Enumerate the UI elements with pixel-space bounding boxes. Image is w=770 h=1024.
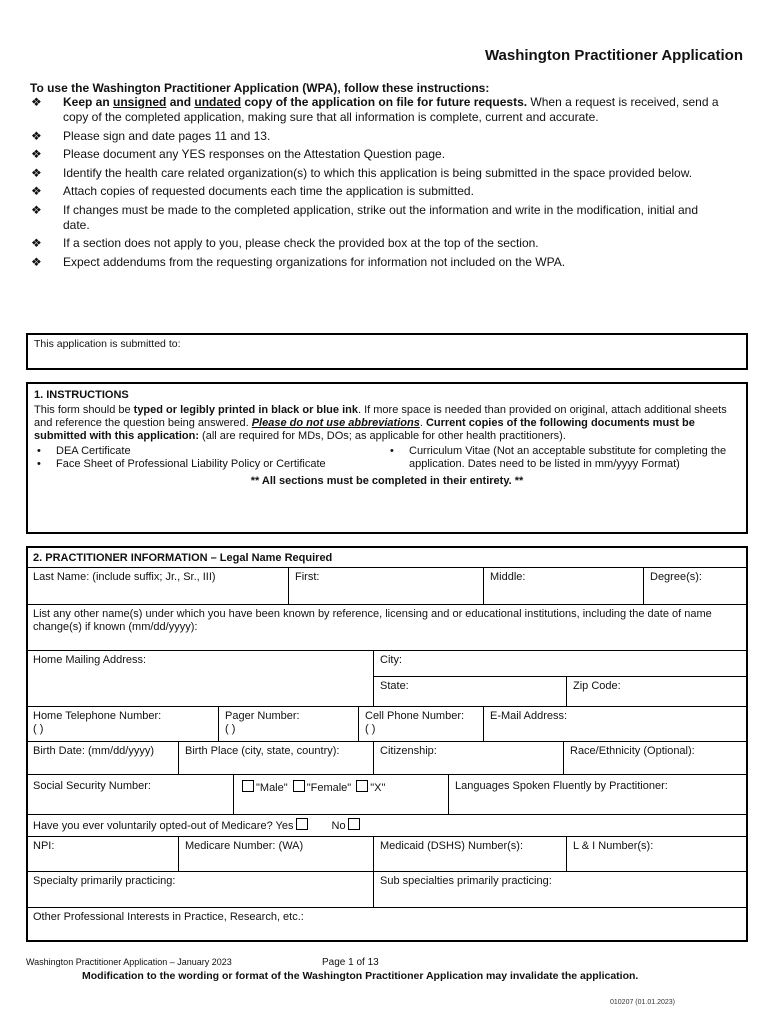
- optout-no-checkbox[interactable]: [348, 818, 360, 830]
- citizenship-field[interactable]: Citizenship:: [380, 745, 437, 757]
- male-checkbox[interactable]: [242, 780, 254, 792]
- practitioner-heading: 2. PRACTITIONER INFORMATION – Legal Name Required: [33, 552, 333, 564]
- home-address-field[interactable]: Home Mailing Address:: [33, 654, 147, 666]
- optout-yes-checkbox[interactable]: [296, 818, 308, 830]
- intro-heading: To use the Washington Practitioner Application (WPA), follow these instructions:: [30, 81, 490, 95]
- submitted-to-field[interactable]: [26, 333, 748, 370]
- diamond-bullet-icon: ❖: [31, 184, 42, 198]
- document-title: Washington Practitioner Application: [484, 47, 743, 64]
- other-interests-field[interactable]: Other Professional Interests in Practice, Research, etc.:: [33, 911, 304, 923]
- city-field[interactable]: City:: [380, 654, 402, 666]
- languages-field[interactable]: Languages Spoken Fluently by Practitioner:: [455, 780, 668, 792]
- instructions-section: [26, 382, 748, 534]
- birth-place-field[interactable]: Birth Place (city, state, country):: [185, 745, 340, 757]
- bullet-item: ❖ Identify the health care related organization(s) to which this application is being submitted in the space provided below.: [31, 165, 693, 180]
- bullet-item: ❖ Please document any YES responses on the Attestation Question page.: [31, 147, 446, 161]
- bullet-item: ❖ Expect addendums from the requesting organizations for information not included on the WPA.: [31, 254, 566, 269]
- last-name-field[interactable]: Last Name: (include suffix; Jr., Sr., III): [33, 571, 216, 583]
- pager-field[interactable]: Pager Number: ( ): [225, 710, 300, 735]
- sub-specialties-field[interactable]: Sub specialties primarily practicing:: [380, 875, 552, 887]
- list-item: • Curriculum Vitae (Not an acceptable substitute for completing the application. Dates need to be listed in mm/yyyy Format): [390, 445, 727, 470]
- diamond-bullet-icon: ❖: [31, 202, 42, 217]
- footer-version: Washington Practitioner Application – January 2023: [26, 957, 232, 967]
- other-names-field[interactable]: List any other name(s) under which you have been known by reference, licensing and or educational institutions, including the date of name change(s) if known (mm/dd/yyyy):: [33, 608, 712, 633]
- medicaid-number-field[interactable]: Medicaid (DSHS) Number(s):: [380, 840, 524, 852]
- instructions-paragraph: This form should be typed or legibly printed in black or blue ink. If more space is needed than provided on original, attach additional sheets and reference the question being answered. Please do not use abbreviations. Current copies of the following documents must be submitted with this application: (all are required for MDs, DOs; as applicable for other health practitioners).: [34, 404, 727, 442]
- footer-note: Modification to the wording or format of the Washington Practitioner Application may invalidate the application.: [82, 970, 639, 982]
- birth-date-field[interactable]: Birth Date: (mm/dd/yyyy): [33, 745, 155, 757]
- list-item: • DEA Certificate: [37, 445, 131, 457]
- bullet-dot-icon: •: [37, 458, 41, 470]
- required-docs-left: [34, 445, 387, 471]
- home-phone-field[interactable]: Home Telephone Number: ( ): [33, 710, 162, 735]
- race-ethnicity-field[interactable]: Race/Ethnicity (Optional):: [570, 745, 695, 757]
- submitted-to-label: This application is submitted to:: [34, 338, 181, 350]
- instruction-bullets: [30, 95, 720, 273]
- diamond-bullet-icon: ❖: [31, 165, 42, 180]
- diamond-bullet-icon: ❖: [31, 254, 42, 269]
- diamond-bullet-icon: ❖: [31, 95, 42, 109]
- bullet-item: ❖ If changes must be made to the completed application, strike out the information and write in the modification, initial and date.: [31, 202, 699, 232]
- required-docs-right: [387, 445, 740, 471]
- bullet-dot-icon: •: [390, 445, 394, 457]
- gender-options: "Male" "Female" "X": [235, 778, 448, 814]
- cell-phone-field[interactable]: Cell Phone Number: ( ): [365, 710, 465, 735]
- bullet-item: ❖ Keep an unsigned and undated copy of the application on file for future requests. When a request is received, send a copy of the completed application, making sure that all information is complete, current and accurate.: [31, 95, 719, 124]
- npi-field[interactable]: NPI:: [33, 840, 55, 852]
- bullet-item: ❖ Attach copies of requested documents each time the application is submitted.: [31, 184, 474, 198]
- female-checkbox[interactable]: [293, 780, 305, 792]
- list-item: • Face Sheet of Professional Liability Policy or Certificate: [37, 458, 326, 470]
- middle-name-field[interactable]: Middle:: [490, 571, 526, 583]
- practitioner-info-section: [26, 546, 748, 942]
- bullet-dot-icon: •: [37, 445, 41, 457]
- first-name-field[interactable]: First:: [295, 571, 320, 583]
- state-field[interactable]: State:: [380, 680, 409, 692]
- x-checkbox[interactable]: [356, 780, 368, 792]
- zip-code-field[interactable]: Zip Code:: [573, 680, 621, 692]
- instructions-heading: 1. INSTRUCTIONS: [34, 389, 129, 401]
- bullet-item: ❖ Please sign and date pages 11 and 13.: [31, 128, 271, 143]
- ssn-field[interactable]: Social Security Number:: [33, 780, 151, 792]
- bullet-item: ❖ If a section does not apply to you, please check the provided box at the top of the section.: [31, 236, 539, 250]
- diamond-bullet-icon: ❖: [31, 128, 42, 143]
- medicare-optout-row: Have you ever voluntarily opted-out of Medicare? Yes No: [28, 816, 746, 836]
- degree-field[interactable]: Degree(s):: [650, 571, 702, 583]
- medicare-number-field[interactable]: Medicare Number: (WA): [185, 840, 304, 852]
- diamond-bullet-icon: ❖: [31, 236, 42, 250]
- li-number-field[interactable]: L & I Number(s):: [573, 840, 654, 852]
- form-number: 010207 (01.01.2023): [610, 999, 675, 1006]
- email-field[interactable]: E-Mail Address:: [490, 710, 568, 722]
- page-number: Page 1 of 13: [322, 957, 379, 968]
- instructions-footer: ** All sections must be completed in their entirety. **: [250, 475, 524, 487]
- specialty-field[interactable]: Specialty primarily practicing:: [33, 875, 176, 887]
- diamond-bullet-icon: ❖: [31, 147, 42, 161]
